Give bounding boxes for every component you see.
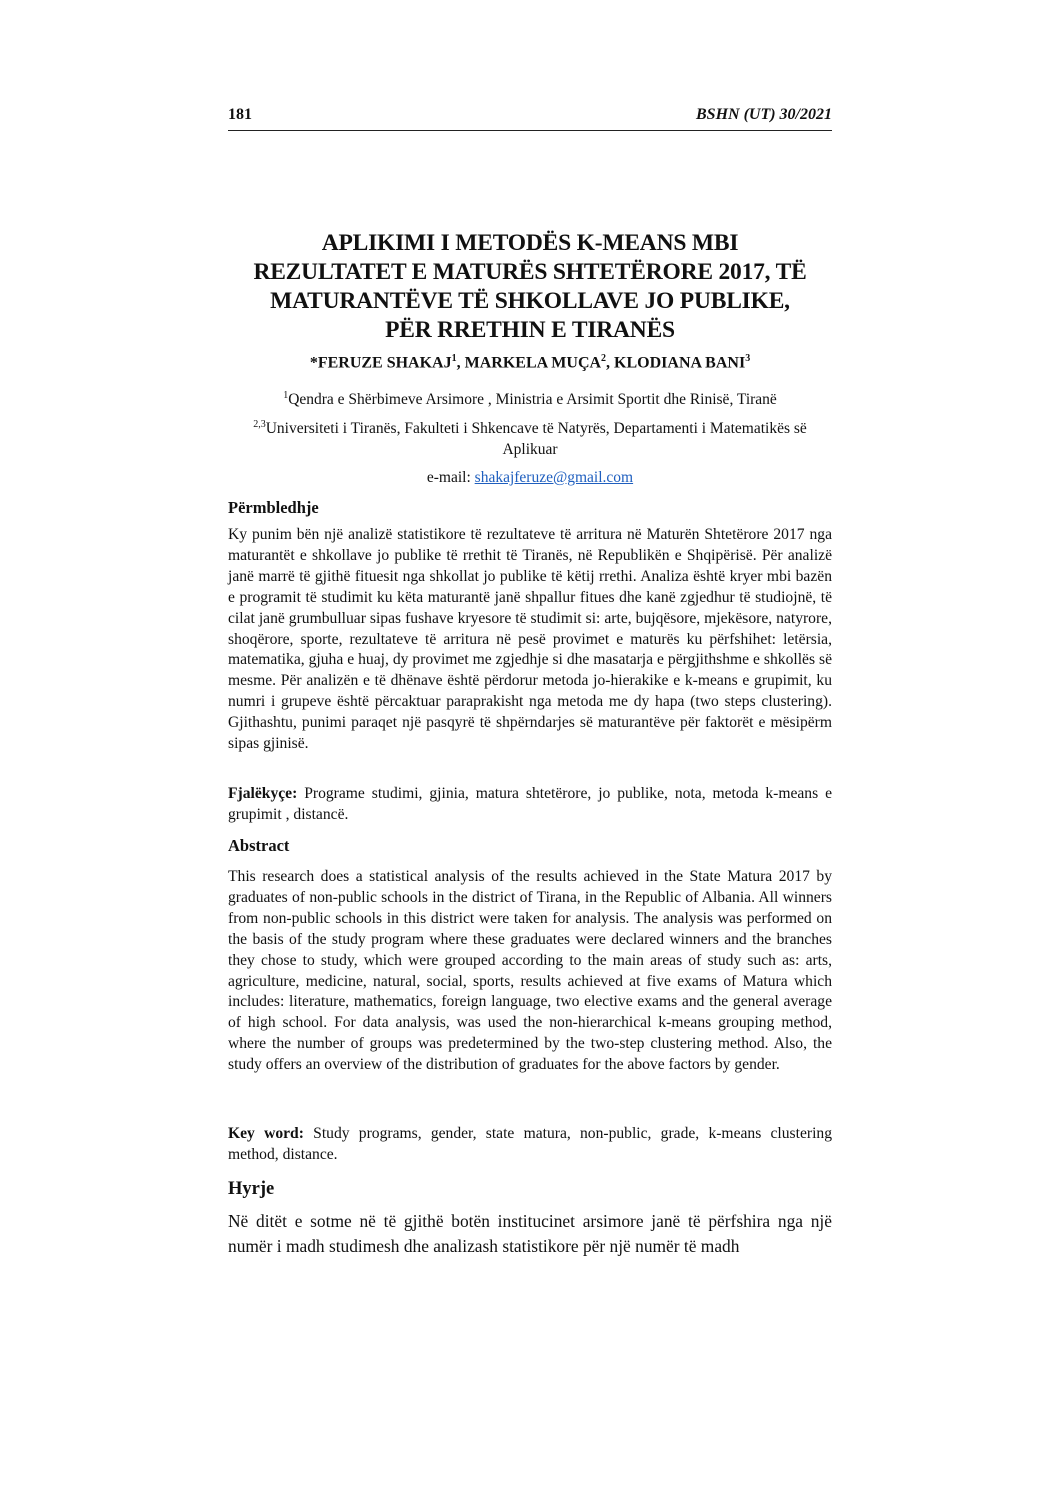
author-separator: , bbox=[456, 354, 465, 372]
abstract-english-text: This research does a statistical analysis of the results achieved in the State Matura 2017 by graduates of non-public schools in the district of Tirana, in the Republic of Albania. All winners from non-public schools in this district were taken for analysis. The analysis was performed on the basis of the study program where these graduates were declared winners and the branches they chose to study, which were grouped according to the main areas of study such as: arts, agriculture, medicine, natural, social, sports, results achieved at five exams of Matura which includes: literature, mathematics, foreign language, two elective exams and the general average of high school. For data analysis, was used the non-hierarchical k-means grouping method, where the number of groups was predetermined by the two-step clustering method. Also, the study offers an overview of the distribution of graduates for the above factors by gender. bbox=[228, 868, 832, 1074]
keywords-label: Fjalëkyçe: bbox=[228, 785, 298, 802]
author-name: *FERUZE SHAKAJ bbox=[309, 354, 452, 372]
author-affiliation-mark: 3 bbox=[745, 353, 751, 364]
page-number: 181 bbox=[228, 106, 252, 123]
journal-name: BSHN (UT) 30/2021 bbox=[696, 106, 832, 123]
author-name: KLODIANA BANI bbox=[614, 354, 746, 372]
affiliation-text: Universiteti i Tiranës, Fakulteti i Shkencave të Natyrës, Departamenti i Matematikës së Aplikuar bbox=[265, 420, 807, 459]
title-line: REZULTATET E MATURËS SHTETËRORE 2017, TË bbox=[253, 259, 807, 285]
section-heading-abstract: Abstract bbox=[228, 836, 290, 855]
introduction-text: Në ditët e sotme në të gjithë botën institucinet arsimore janë të përfshira nga një numër i madh studimesh dhe analizash statistikore për një numër të madh bbox=[228, 1211, 832, 1256]
keywords-label: Key word: bbox=[228, 1125, 304, 1142]
author-affiliation-mark: 2 bbox=[601, 353, 607, 364]
author-separator: , bbox=[606, 354, 615, 372]
title-line: MATURANTËVE TË SHKOLLAVE JO PUBLIKE, bbox=[270, 288, 790, 314]
running-header bbox=[228, 106, 832, 131]
title-line: APLIKIMI I METODËS K-MEANS MBI bbox=[321, 230, 739, 256]
email-label: e-mail: bbox=[426, 469, 475, 486]
affiliation bbox=[228, 385, 832, 410]
contact-email bbox=[228, 467, 832, 488]
affiliation-text: Qendra e Shërbimeve Arsimore , Ministria e Arsimit Sportit dhe Rinisë, Tiranë bbox=[288, 391, 777, 409]
abstract-albanian-text: Ky punim bën një analizë statistikore të rezultateve të arritura në Maturën Shtetërore 2017 nga maturantët e shkollave jo publike të rrethit të Tiranës, në Republikën e Shqipërisë. Për analizë janë marrë të gjithë fituesit nga shkollat jo publike të këtij rrethi. Analiza është kryer mbi bazën e programit të studimit ku këta maturantë janë shpallur fitues dhe kanë zgjedhur të studiojnë, të cilat janë grumbulluar sipas fushave kryesore të studimit si: arte, bujqësore, mjekësore, natyrore, shoqërore, sporte, rezultateve të arritura në pesë provimet e maturës ku përfshihet: letërsia, matematika, gjuha e huaj, dy provimet me zgjedhje si dhe masatarja e përgjithshme e shkollës së mesme. Për analizën e të dhënave është përdorur metoda jo-hierakike e k-means e grupimit, ku numri i grupeve është përcaktuar paraprakisht nga metoda me dy hapa (two steps clustering). Gjithashtu, punimi paraqet një pasqyrë të shpërndarjes së maturantëve për faktorët e mësipërm sipas gjinisë. bbox=[228, 526, 832, 753]
author-list bbox=[228, 353, 832, 372]
keywords-text: Programe studimi, gjinia, matura shtetërore, jo publike, nota, metoda k-means e grupimit , distancë. bbox=[228, 785, 832, 823]
keywords-text: Study programs, gender, state matura, non-public, grade, k-means clustering method, distance. bbox=[228, 1125, 832, 1163]
paper-title bbox=[228, 229, 832, 345]
section-heading-hyrje: Hyrje bbox=[228, 1179, 275, 1199]
affiliation-mark: 1 bbox=[283, 390, 289, 401]
keywords-english bbox=[228, 1124, 832, 1166]
author-name: MARKELA MUÇA bbox=[464, 354, 602, 372]
affiliation bbox=[228, 414, 832, 460]
affiliation-mark: 2,3 bbox=[253, 419, 266, 430]
keywords-albanian bbox=[228, 784, 832, 826]
title-line: PËR RRETHIN E TIRANËS bbox=[385, 317, 675, 343]
author-affiliation-mark: 1 bbox=[451, 353, 457, 364]
email-link[interactable]: shakajferuze@gmail.com bbox=[474, 469, 634, 486]
section-heading-permbledhje: Përmbledhje bbox=[228, 498, 319, 517]
